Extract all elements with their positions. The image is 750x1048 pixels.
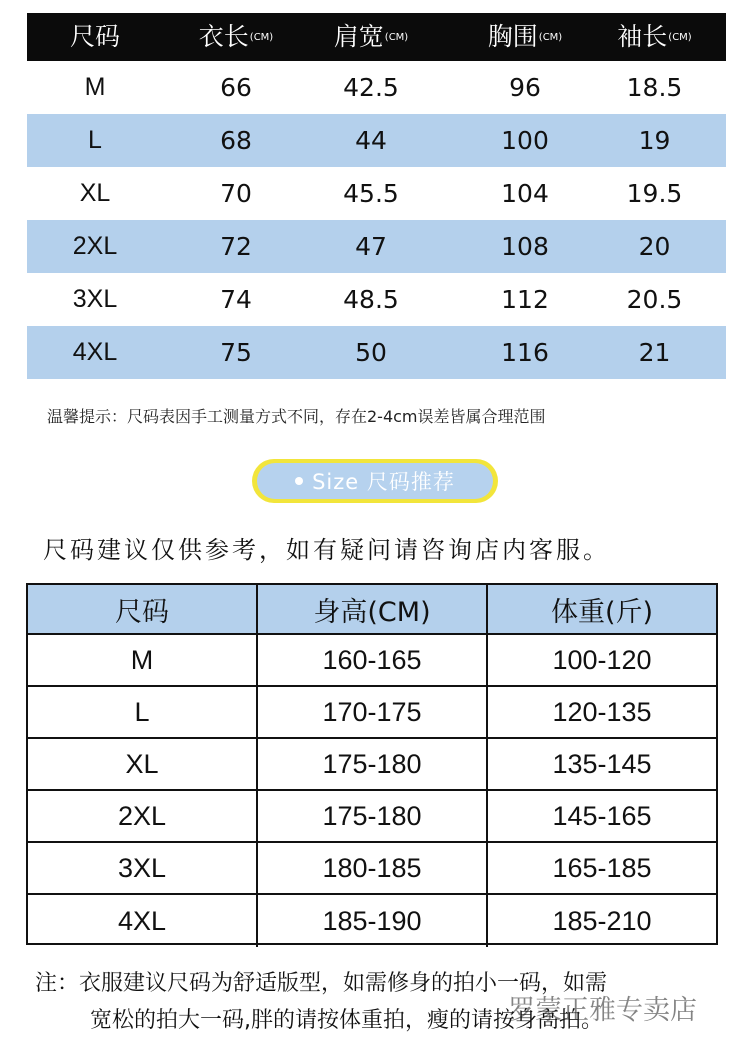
table-row [28,843,716,895]
section-pill-inner [257,463,493,499]
header-unit: (CM) [538,32,563,43]
cell-chest: 104 [501,179,549,208]
size-chart-table [27,13,726,379]
header-unit: (CM) [668,32,692,43]
rec-cell-size: M [28,635,258,685]
header-label: 尺码 [69,22,120,51]
rec-cell-size: 4XL [28,895,258,947]
table-row [28,739,716,791]
cell-shoulder: 50 [355,338,387,367]
cell-size: 3XL [72,285,118,313]
table-row [27,114,726,167]
note-line-2: 宽松的拍大一码,胖的请按体重拍，瘦的请按身高拍。 [90,1008,603,1033]
rec-cell-height: 175-180 [258,739,488,789]
size-chart-header [27,13,726,61]
cell-size: XL [79,179,111,207]
cell-sleeve: 20.5 [626,285,683,314]
table-row [27,167,726,220]
rec-cell-weight: 120-135 [552,696,652,727]
header-sleeve [583,13,726,61]
header-size [27,13,163,61]
table-row [27,61,726,114]
table-row [27,220,726,273]
rec-cell-height: 170-175 [258,687,488,737]
table-row [28,895,716,947]
table-row [28,635,716,687]
measurement-tip: 温馨提示：尺码表因手工测量方式不同，存在2-4cm误差皆属合理范围 [47,407,546,426]
cell-sleeve: 21 [638,338,671,367]
store-watermark: 罗蒙正雅专卖店 [508,995,697,1026]
cell-size: M [84,73,106,101]
bullet-dot-icon [295,477,303,485]
header-label: 胸围 [487,22,538,51]
cell-shoulder: 47 [355,232,387,261]
rec-cell-height: 185-190 [258,895,488,947]
cell-length: 70 [220,179,252,208]
rec-cell-size: 3XL [28,843,258,893]
rec-cell-height: 160-165 [258,635,488,685]
rec-cell-height: 175-180 [258,791,488,841]
header-shoulder [309,13,433,61]
header-unit: (CM) [384,32,409,43]
rec-cell-size: L [28,687,258,737]
rec-cell-size: 2XL [28,791,258,841]
cell-length: 75 [220,338,252,367]
cell-shoulder: 44 [355,126,387,155]
table-row [28,791,716,843]
rec-cell-height: 180-185 [258,843,488,893]
cell-length: 72 [220,232,252,261]
cell-shoulder: 45.5 [343,179,399,208]
rec-header-size: 尺码 [28,585,258,633]
cell-sleeve: 19 [638,126,671,155]
rec-cell-size: XL [28,739,258,789]
rec-cell-weight: 185-210 [552,905,652,936]
cell-length: 74 [220,285,252,314]
section-pill-label: Size 尺码推荐 [312,470,455,494]
cell-chest: 112 [501,285,549,314]
cell-shoulder: 48.5 [343,285,399,314]
size-recommendation-table [26,583,718,945]
header-unit: (CM) [249,32,274,43]
cell-shoulder: 42.5 [343,73,399,102]
section-pill [252,459,498,503]
cell-length: 66 [220,73,252,102]
table-row [27,326,726,379]
rec-header-weight: 体重(斤) [550,596,654,628]
cell-chest: 116 [501,338,549,367]
cell-chest: 100 [501,126,549,155]
rec-cell-weight: 145-165 [552,800,652,831]
cell-chest: 108 [501,232,549,261]
header-label: 衣长 [198,22,249,51]
rec-table-header [28,585,716,635]
header-label: 袖长 [617,22,668,51]
rec-cell-weight: 100-120 [552,644,652,675]
cell-size: 4XL [72,338,118,366]
header-length [163,13,309,61]
rec-header-height: 身高(CM) [258,585,488,633]
cell-length: 68 [220,126,252,155]
advice-text: 尺码建议仅供参考，如有疑问请咨询店内客服。 [43,536,610,564]
table-row [28,687,716,739]
rec-cell-weight: 135-145 [552,748,652,779]
cell-size: 2XL [72,232,118,260]
table-row [27,273,726,326]
note-line-1: 注：衣服建议尺码为舒适版型，如需修身的拍小一码，如需 [35,971,608,996]
header-label: 肩宽 [333,22,384,51]
cell-chest: 96 [509,73,541,102]
cell-sleeve: 18.5 [626,73,683,102]
rec-cell-weight: 165-185 [552,852,652,883]
cell-sleeve: 20 [638,232,671,261]
cell-size: L [88,126,102,154]
cell-sleeve: 19.5 [626,179,683,208]
